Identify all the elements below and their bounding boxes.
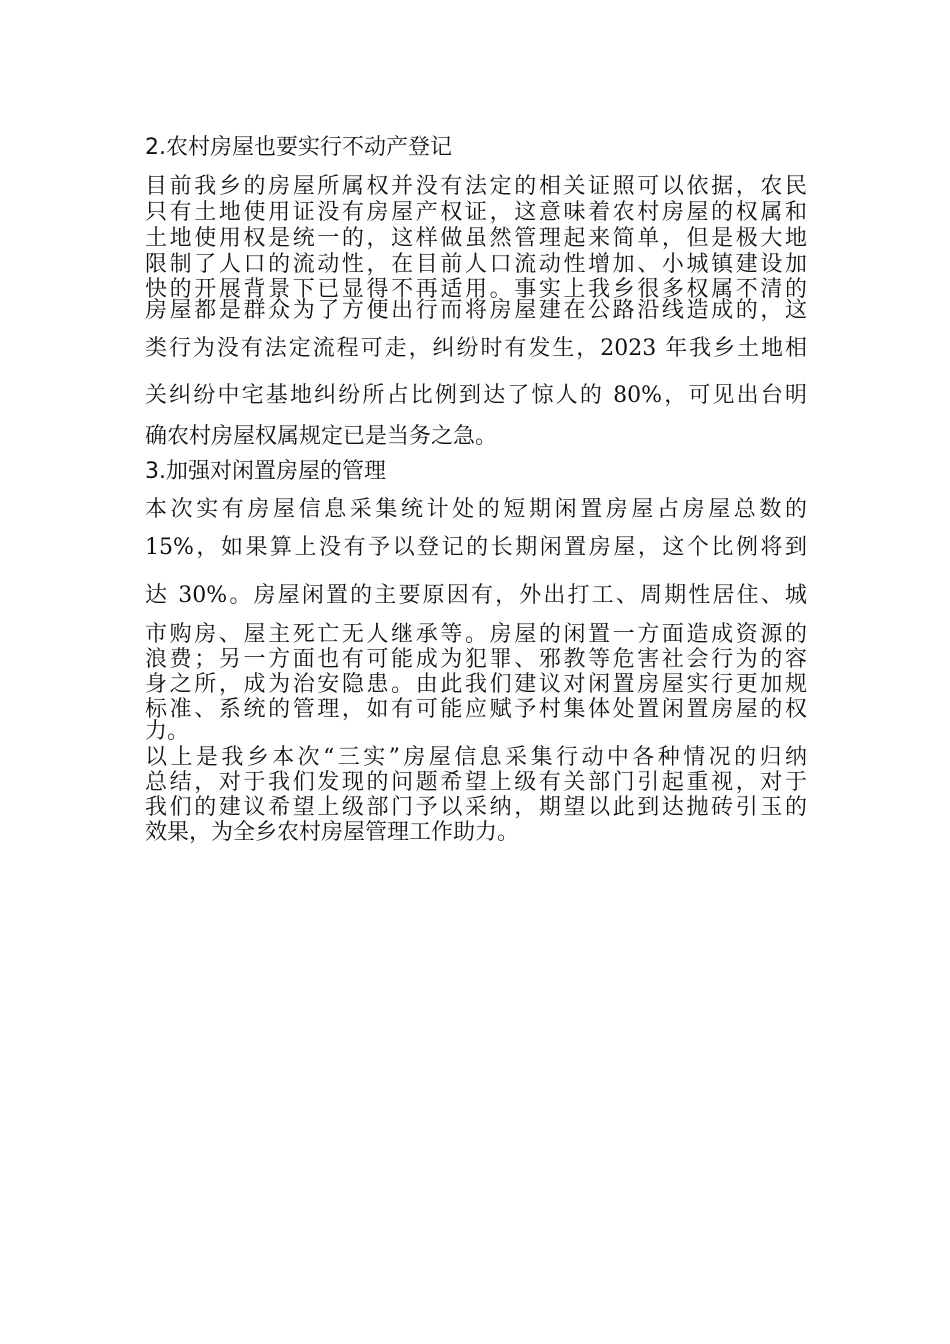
paragraph-1-line-3: 土地使用权是统一的，这样做虽然管理起来简单，但是极大地 bbox=[145, 226, 807, 251]
paragraph-1-line-5: 快的开展背景下已显得不再适用。事实上我乡很多权属不清的 bbox=[145, 277, 807, 302]
paragraph-1-line-8: 关纠纷中宅基地纠纷所占比例到达了惊人的 80%，可见出台明 bbox=[145, 383, 807, 408]
paragraph-1-line-7: 类行为没有法定流程可走，纠纷时有发生，2023 年我乡土地相 bbox=[145, 336, 807, 361]
paragraph-2-line-5: 浪费；另一方面也有可能成为犯罪、邪教等危害社会行为的容 bbox=[145, 647, 807, 672]
paragraph-1-line-1: 目前我乡的房屋所属权并没有法定的相关证照可以依据，农民 bbox=[145, 174, 807, 199]
paragraph-3-line-4: 效果，为全乡农村房屋管理工作助力。 bbox=[145, 820, 520, 845]
paragraph-2-line-7: 标准、系统的管理，如有可能应赋予村集体处置闲置房屋的权 bbox=[145, 697, 807, 722]
paragraph-1-line-4: 限制了人口的流动性，在目前人口流动性增加、小城镇建设加 bbox=[145, 252, 807, 277]
paragraph-1-line-6: 房屋都是群众为了方便出行而将房屋建在公路沿线造成的，这 bbox=[145, 298, 807, 323]
paragraph-1-line-2: 只有土地使用证没有房屋产权证，这意味着农村房屋的权属和 bbox=[145, 200, 807, 225]
paragraph-2-line-2: 15%，如果算上没有予以登记的长期闲置房屋，这个比例将到 bbox=[145, 535, 807, 560]
paragraph-2-line-8: 力。 bbox=[145, 719, 190, 744]
paragraph-1-line-9: 确农村房屋权属规定已是当务之急。 bbox=[145, 424, 498, 449]
paragraph-2-line-3: 达 30%。房屋闲置的主要原因有，外出打工、周期性居住、城 bbox=[145, 583, 807, 608]
paragraph-2-line-4: 市购房、屋主死亡无人继承等。房屋的闲置一方面造成资源的 bbox=[145, 622, 807, 647]
paragraph-2-line-1: 本次实有房屋信息采集统计处的短期闲置房屋占房屋总数的 bbox=[145, 497, 807, 522]
paragraph-3-line-3: 我们的建议希望上级部门予以采纳，期望以此到达抛砖引玉的 bbox=[145, 795, 807, 820]
paragraph-2-line-6: 身之所，成为治安隐患。由此我们建议对闲置房屋实行更加规 bbox=[145, 672, 807, 697]
paragraph-3-line-1: 以上是我乡本次“三实”房屋信息采集行动中各种情况的归纳 bbox=[145, 745, 807, 770]
section-heading-3: 3.加强对闲置房屋的管理 bbox=[145, 459, 386, 484]
section-heading-2: 2.农村房屋也要实行不动产登记 bbox=[145, 135, 452, 160]
paragraph-3-line-2: 总结，对于我们发现的问题希望上级有关部门引起重视，对于 bbox=[145, 770, 807, 795]
